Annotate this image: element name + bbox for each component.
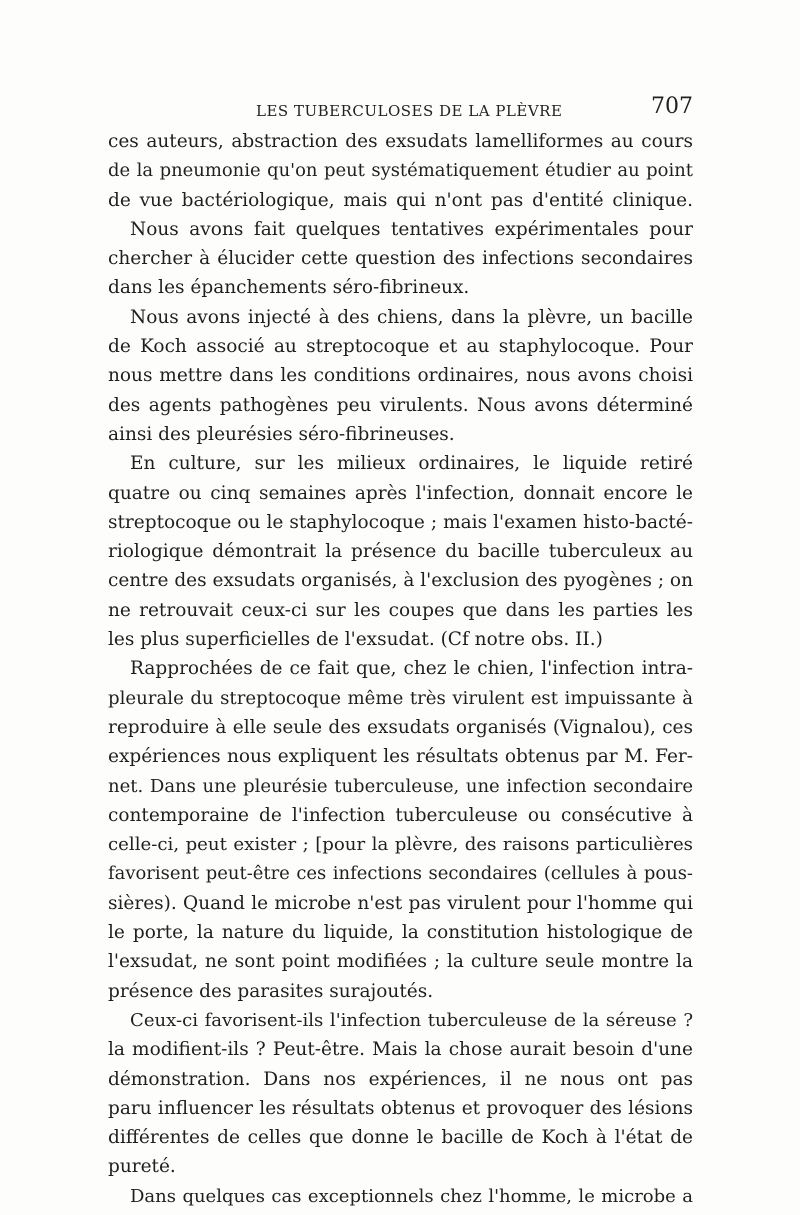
text-line: favorisent peut-être ces infections secondaires (cellules à pous-: [108, 863, 693, 885]
text-line: dans les épanchements séro-fibrineux.: [108, 277, 470, 299]
text-line: nous mettre dans les conditions ordinaires, nous avons choisi: [108, 365, 693, 387]
text-line: l'exsudat, ne sont point modifiées ; la culture seule montre la: [108, 951, 693, 973]
text-line: chercher à élucider cette question des infections secondaires: [108, 248, 693, 270]
text-line: de vue bactériologique, mais qui n'ont pas d'entité clinique.: [108, 189, 693, 211]
text-line: ne retrouvait ceux-ci sur les coupes que dans les parties les: [108, 599, 693, 621]
text-line: paru influencer les résultats obtenus et provoquer des lésions: [108, 1097, 693, 1119]
text-line: la modifient-ils ? Peut-être. Mais la chose aurait besoin d'une: [108, 1039, 693, 1061]
text-line: Nous avons injecté à des chiens, dans la plèvre, un bacille: [130, 306, 693, 328]
text-line: ainsi des pleurésies séro-fibrineuses.: [108, 423, 455, 445]
text-line: pureté.: [108, 1156, 176, 1178]
running-title: LES TUBERCULOSES DE LA PLÈVRE: [256, 102, 563, 120]
text-line: le porte, la nature du liquide, la constitution histologique de: [108, 922, 693, 944]
text-line: Rapprochées de ce fait que, chez le chien, l'infection intra-: [130, 658, 693, 680]
text-line: centre des exsudats organisés, à l'exclusion des pyogènes ; on: [108, 570, 693, 592]
page-header: [108, 94, 693, 124]
text-line: présence des parasites surajoutés.: [108, 980, 434, 1002]
text-line: net. Dans une pleurésie tuberculeuse, une infection secondaire: [108, 775, 693, 797]
page-number: 707: [651, 94, 693, 119]
text-line: de la pneumonie qu'on peut systématiquement étudier au point: [108, 160, 693, 182]
body-text: [108, 127, 693, 1211]
text-line: les plus superficielles de l'exsudat. (Cf notre obs. II.): [108, 629, 603, 651]
text-line: reproduire à elle seule des exsudats organisés (Vignalou), ces: [108, 716, 693, 738]
text-line: En culture, sur les milieux ordinaires, le liquide retiré: [130, 453, 693, 475]
text-line: expériences nous expliquent les résultats obtenus par M. Fer-: [108, 746, 693, 768]
text-line: contemporaine de l'infection tuberculeuse ou consécutive à: [108, 804, 693, 826]
text-line: ces auteurs, abstraction des exsudats lamelliformes au cours: [108, 131, 693, 152]
text-line: celle-ci, peut exister ; [pour la plèvre, des raisons particulières: [108, 834, 693, 856]
text-line: Ceux-ci favorisent-ils l'infection tuberculeuse de la séreuse ?: [130, 1009, 693, 1031]
text-line: démonstration. Dans nos expériences, il ne nous ont pas: [108, 1068, 693, 1090]
text-line: sières). Quand le microbe n'est pas virulent pour l'homme qui: [108, 892, 693, 914]
text-line: riologique démontrait la présence du bacille tuberculeux au: [108, 541, 693, 563]
text-line: streptocoque ou le staphylocoque ; mais l'examen histo-bacté-: [108, 511, 693, 533]
text-line: Nous avons fait quelques tentatives expérimentales pour: [130, 218, 693, 240]
text-line: quatre ou cinq semaines après l'infection, donnait encore le: [108, 482, 693, 504]
text-line: de Koch associé au streptocoque et au staphylocoque. Pour: [108, 336, 693, 358]
text-line: des agents pathogènes peu virulents. Nous avons déterminé: [108, 394, 693, 416]
text-line: différentes de celles que donne le bacille de Koch à l'état de: [108, 1127, 693, 1149]
text-line: Dans quelques cas exceptionnels chez l'homme, le microbe a: [130, 1185, 693, 1207]
text-line: pleurale du streptocoque même très virulent est impuissante à: [108, 687, 693, 709]
